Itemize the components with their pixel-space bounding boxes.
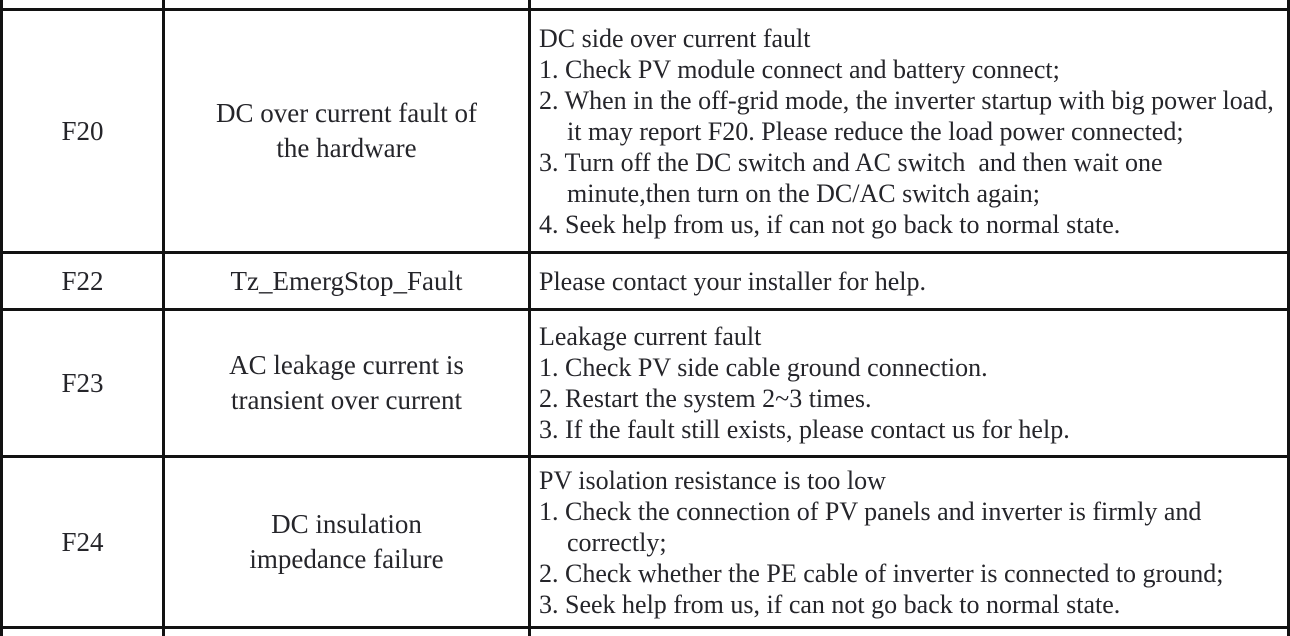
solution-line: 2. Check whether the PE cable of inverter is connected to ground; — [539, 558, 1224, 588]
clipped-row-top-solution-cell — [531, 0, 1287, 8]
solution-line: Leakage current fault — [539, 322, 762, 351]
clipped-row-top-name-cell — [165, 0, 528, 8]
solution-line: 3. Turn off the DC switch and AC switch and then wait one minute,then turn on the DC/AC switch again; — [539, 147, 1169, 208]
clipped-row-bottom-name-cell — [165, 629, 528, 636]
clipped-row-bottom-code-cell — [3, 629, 162, 636]
fault-code-f20: F20 — [3, 11, 162, 251]
fault-code-f23: F23 — [3, 311, 162, 455]
clipped-row-top-code-cell — [3, 0, 162, 8]
fault-name-f20: DC over current fault of the hardware — [165, 11, 528, 251]
solution-line: DC side over current fault — [539, 23, 811, 53]
fault-code-f24: F24 — [3, 458, 162, 626]
solution-line: 1. Check PV module connect and battery connect; — [539, 54, 1060, 84]
fault-name-f23: AC leakage current is transient over current — [165, 311, 528, 455]
solution-line: Please contact your installer for help. — [539, 266, 926, 296]
fault-solution-f22 — [531, 254, 1287, 308]
solution-line: 2. Restart the system 2~3 times. — [539, 384, 872, 413]
solution-line: 1. Check PV side cable ground connection. — [539, 353, 988, 382]
solution-line: 1. Check the connection of PV panels and inverter is firmly and correctly; — [539, 496, 1208, 557]
solution-line: 2. When in the off-grid mode, the inverter startup with big power load, it may report F20. Please reduce the load power connected; — [539, 85, 1281, 146]
fault-name-f22: Tz_EmergStop_Fault — [165, 254, 528, 308]
fault-code-f22: F22 — [3, 254, 162, 308]
fault-solution-f20 — [531, 11, 1287, 251]
fault-solution-f24 — [531, 458, 1287, 626]
solution-line: 3. If the fault still exists, please contact us for help. — [539, 415, 1070, 444]
solution-line: PV isolation resistance is too low — [539, 465, 886, 495]
fault-solution-f23 — [531, 311, 1287, 455]
fault-name-f24: DC insulation impedance failure — [165, 458, 528, 626]
solution-line: 3. Seek help from us, if can not go back to normal state. — [539, 589, 1121, 619]
clipped-row-bottom-solution-cell — [531, 629, 1287, 636]
solution-line: 4. Seek help from us, if can not go back to normal state. — [539, 209, 1121, 239]
